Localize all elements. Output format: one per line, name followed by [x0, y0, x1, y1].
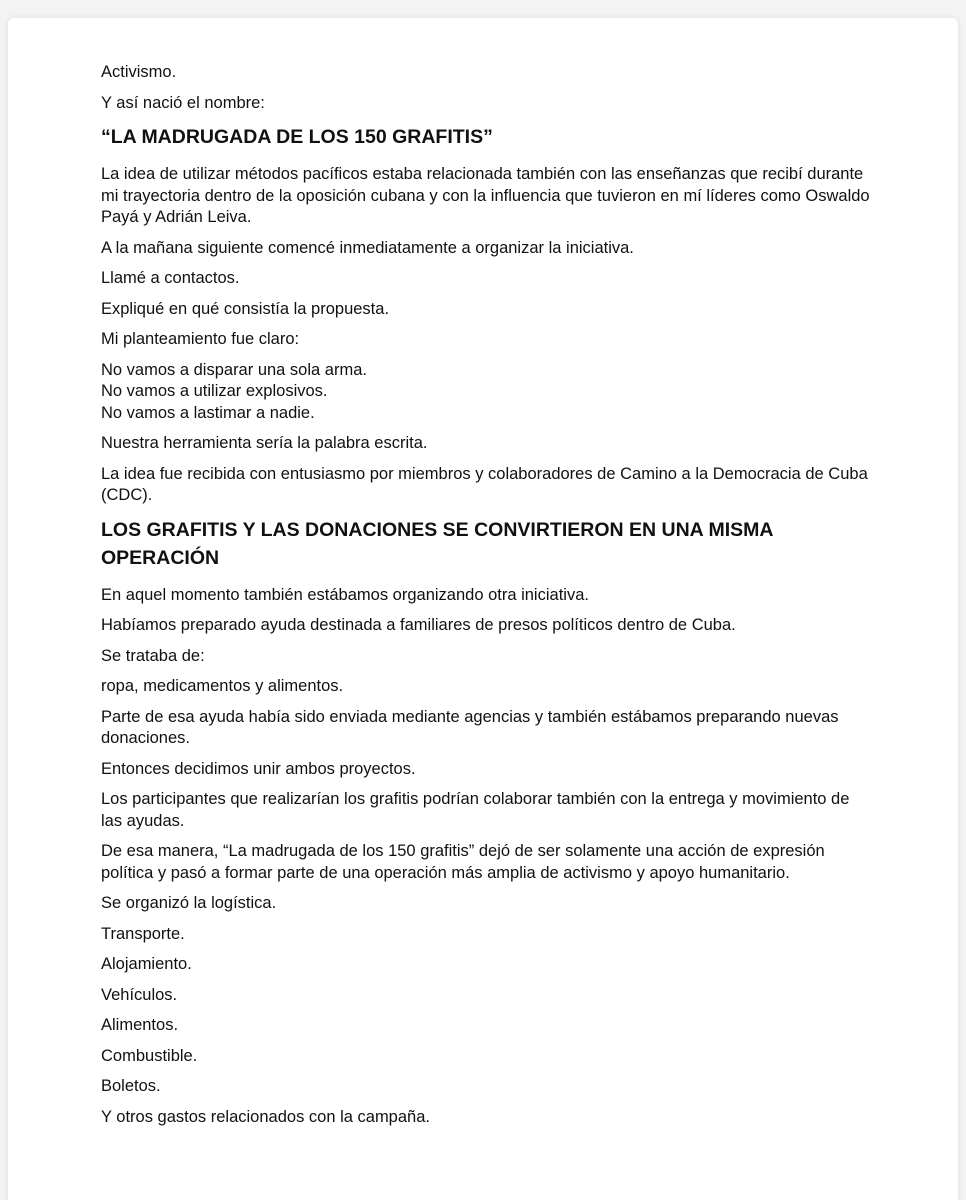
paragraph: La idea fue recibida con entusiasmo por miembros y colaboradores de Camino a la Democracia de Cuba (CDC).: [101, 464, 868, 504]
paragraph: Transporte.: [101, 924, 185, 943]
list-item: No vamos a disparar una sola arma.: [101, 360, 367, 379]
paragraph: Los participantes que realizarían los grafitis podrían colaborar también con la entrega y movimiento de las ayudas.: [101, 790, 850, 830]
paragraph: Entonces decidimos unir ambos proyectos.: [101, 759, 416, 778]
paragraph: Se trataba de:: [101, 646, 205, 665]
paragraph: Expliqué en qué consistía la propuesta.: [101, 299, 390, 318]
list-item: No vamos a utilizar explosivos.: [101, 382, 328, 400]
statement-list: [101, 360, 871, 425]
paragraph: Boletos.: [101, 1077, 161, 1095]
list-item: No vamos a lastimar a nadie.: [101, 403, 315, 422]
paragraph: Mi planteamiento fue claro:: [101, 330, 300, 348]
paragraph: La idea de utilizar métodos pacíficos estaba relacionada también con las enseñanzas que recibí durante mi trayectoria dentro de la oposición cubana y con la influencia que tuvieron en mí líderes como Oswaldo Payá y Adrián Leiva.: [101, 165, 870, 226]
paragraph: Vehículos.: [101, 985, 178, 1004]
paragraph: Alimentos.: [101, 1016, 179, 1034]
paragraph: Nuestra herramienta sería la palabra escrita.: [101, 434, 428, 452]
paragraph: Habíamos preparado ayuda destinada a familiares de presos políticos dentro de Cuba.: [101, 616, 736, 634]
paragraph: Y otros gastos relacionados con la campaña.: [101, 1107, 430, 1126]
paragraph: Parte de esa ayuda había sido enviada mediante agencias y también estábamos preparando nuevas donaciones.: [101, 707, 839, 747]
section-heading: LOS GRAFITIS Y LAS DONACIONES SE CONVIRTIERON EN UNA MISMA OPERACIÓN: [101, 518, 773, 569]
paragraph: Se organizó la logística.: [101, 894, 277, 912]
document-body: [101, 62, 871, 1137]
paragraph: Llamé a contactos.: [101, 269, 240, 287]
paragraph: ropa, medicamentos y alimentos.: [101, 677, 344, 695]
paragraph: De esa manera, “La madrugada de los 150 grafitis” dejó de ser solamente una acción de expresión política y pasó a formar parte de una operación más amplia de activismo y apoyo humanitario.: [101, 842, 825, 882]
paragraph: En aquel momento también estábamos organizando otra iniciativa.: [101, 585, 589, 604]
paragraph: Activismo.: [101, 63, 177, 81]
section-heading: “LA MADRUGADA DE LOS 150 GRAFITIS”: [101, 126, 493, 148]
paragraph: Y así nació el nombre:: [101, 93, 265, 112]
paragraph: Alojamiento.: [101, 955, 192, 973]
paragraph: A la mañana siguiente comencé inmediatamente a organizar la iniciativa.: [101, 238, 634, 257]
paragraph: Combustible.: [101, 1046, 198, 1065]
